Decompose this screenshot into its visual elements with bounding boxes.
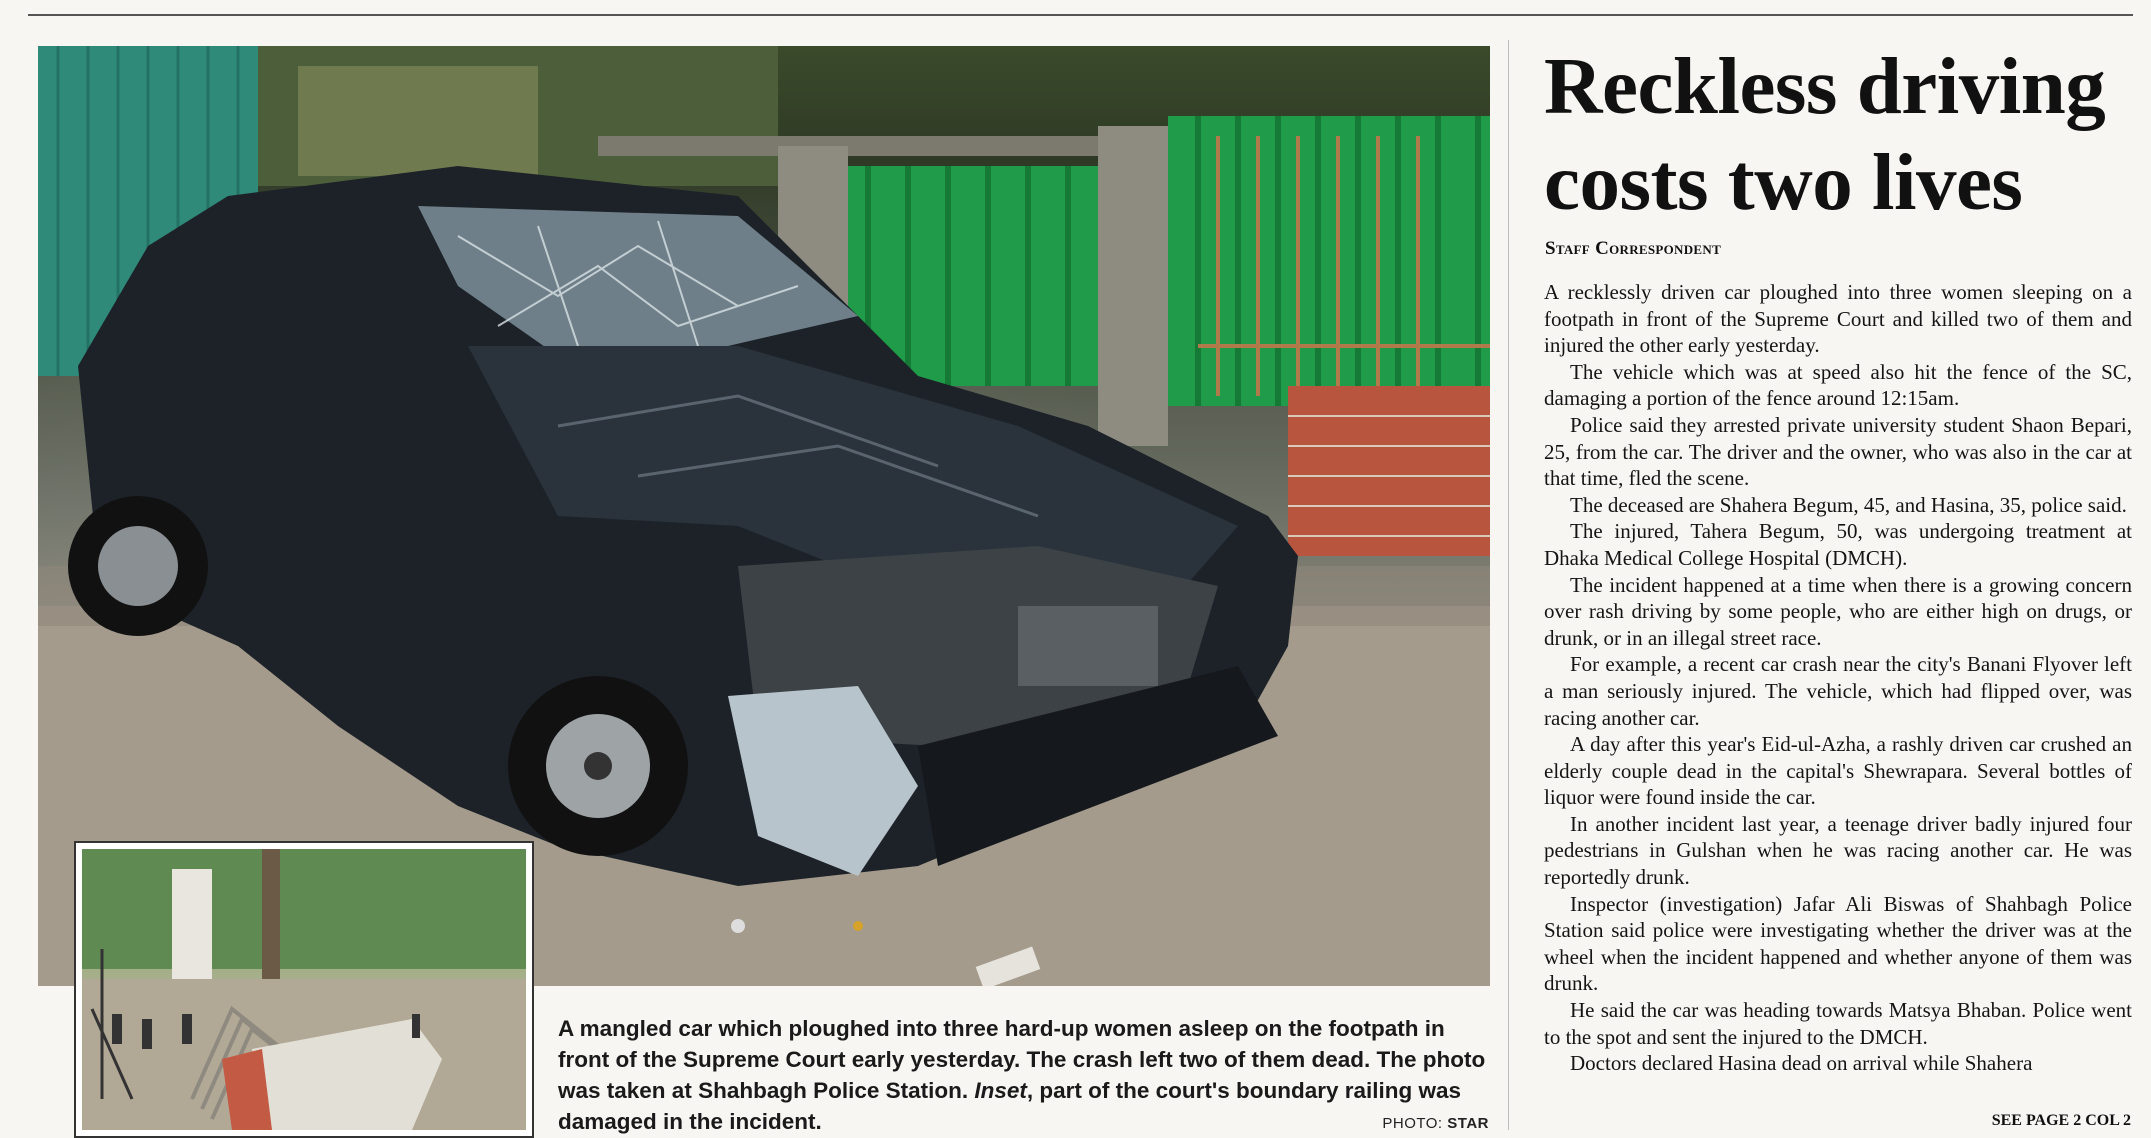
top-rule bbox=[28, 14, 2133, 16]
paragraph-7: For example, a recent car crash near the city's Banani Flyover left a man seriously injured. The vehicle, which had flipped over, was racing another car. bbox=[1544, 652, 2132, 730]
paragraph-5: The injured, Tahera Begum, 50, was undergoing treatment at Dhaka Medical College Hospital (DMCH). bbox=[1544, 519, 2132, 570]
continuation-jump[interactable]: SEE PAGE 2 COL 2 bbox=[1991, 1112, 2131, 1129]
byline: Staff Correspondent bbox=[1545, 238, 1722, 259]
damaged-railing-illustration bbox=[82, 849, 526, 1130]
paragraph-1: A recklessly driven car ploughed into three women sleeping on a footpath in front of the Supreme Court and killed two of them and injured the other early yesterday. bbox=[1544, 280, 2132, 358]
column-rule bbox=[1508, 40, 1509, 1130]
headline: Reckless driving costs two lives bbox=[1544, 41, 2106, 227]
paragraph-9: In another incident last year, a teenage driver badly injured four pedestrians in Gulshan when he was racing another car. He was reportedly drunk. bbox=[1544, 811, 2132, 890]
paragraph-6: The incident happened at a time when there is a growing concern over rash driving by some people, who are either high on drugs, or drunk, or in an illegal street race. bbox=[1544, 572, 2132, 650]
credit-label: PHOTO: bbox=[1382, 1115, 1448, 1132]
paragraph-8: A day after this year's Eid-ul-Azha, a rashly driven car crushed an elderly couple dead in the capital's Shewrapara. Several bottles of liquor were found inside the car. bbox=[1544, 732, 2132, 810]
caption-inset-word: Inset bbox=[974, 1078, 1027, 1103]
article-body bbox=[1544, 279, 2132, 1077]
credit-source: STAR bbox=[1447, 1115, 1489, 1132]
paragraph-12: Doctors declared Hasina dead on arrival while Shahera bbox=[1570, 1051, 2033, 1076]
inset-photo-damaged-railing bbox=[76, 843, 532, 1136]
paragraph-3: Police said they arrested private university student Shaon Bepari, 25, from the car. The driver and the owner, who was also in the car at that time, fled the scene. bbox=[1544, 412, 2132, 491]
paragraph-4: The deceased are Shahera Begum, 45, and Hasina, 35, police said. bbox=[1570, 492, 2127, 517]
paragraph-10: Inspector (investigation) Jafar Ali Biswas of Shahbagh Police Station said police were investigating whether the driver was at the wheel when the incident happened and whether anyone of them was drunk. bbox=[1544, 891, 2132, 996]
photo-credit bbox=[1382, 1115, 1489, 1132]
caption-main: A mangled car which ploughed into three hard-up women asleep on the footpath in front of the Supreme Court early yesterday. The crash left two of them dead. The photo was taken at Shahbagh Police Station. bbox=[558, 1016, 1486, 1103]
photo-caption bbox=[558, 1013, 1490, 1137]
paragraph-11: He said the car was heading towards Matsya Bhaban. Police went to the spot and sent the injured to the DMCH. bbox=[1544, 998, 2132, 1049]
caption-rest: , part of the court's boundary railing was damaged in the incident. bbox=[558, 1078, 1462, 1134]
paragraph-2: The vehicle which was at speed also hit the fence of the SC, damaging a portion of the fence around 12:15am. bbox=[1544, 359, 2132, 411]
